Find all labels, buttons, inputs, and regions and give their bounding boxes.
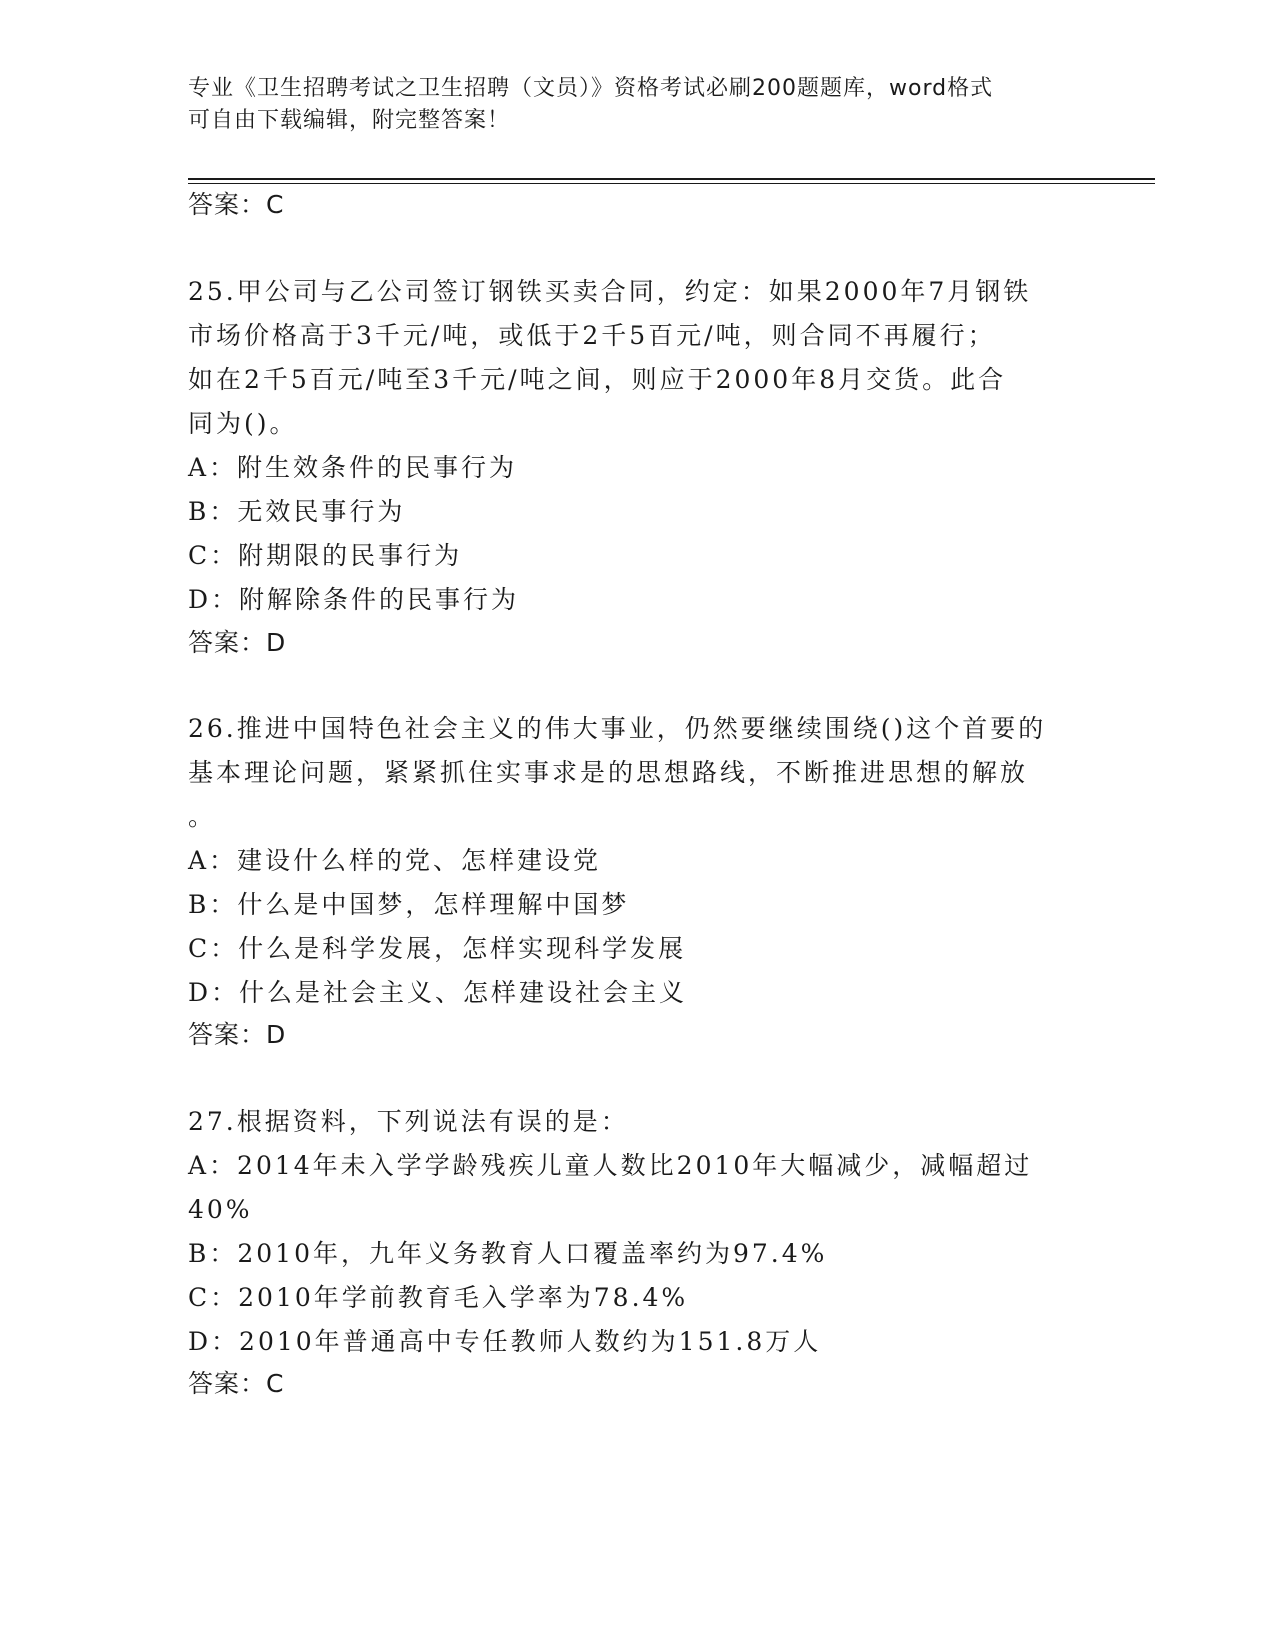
q26-stem-line-3: 。: [188, 802, 217, 831]
q25-stem-line-2: 市场价格高于3千元/吨，或低于2千5百元/吨，则合同不再履行；: [188, 321, 996, 350]
q27-option-c: C：2010年学前教育毛入学率为78.4%: [188, 1283, 689, 1312]
q27-option-d: D：2010年普通高中专任教师人数约为151.8万人: [188, 1327, 822, 1356]
q26-stem-line-2: 基本理论问题，紧紧抓住实事求是的思想路线，不断推进思想的解放: [188, 758, 1029, 787]
header-line-2: 可自由下载编辑，附完整答案！: [188, 108, 511, 133]
q25-option-b: B：无效民事行为: [188, 497, 406, 526]
q25-stem-line-1: 25.甲公司与乙公司签订钢铁买卖合同，约定：如果2000年7月钢铁: [188, 277, 1032, 306]
q26-option-c: C：什么是科学发展，怎样实现科学发展: [188, 934, 687, 963]
q27-option-a-line-2: 40%: [188, 1195, 253, 1224]
q27-stem-line-1: 27.根据资料，下列说法有误的是：: [188, 1107, 629, 1136]
q25-stem-line-3: 如在2千5百元/吨至3千元/吨之间，则应于2000年8月交货。此合: [188, 365, 1007, 394]
q27-option-a-line-1: A：2014年未入学学龄残疾儿童人数比2010年大幅减少，减幅超过: [188, 1151, 1033, 1180]
q25-stem-line-4: 同为()。: [188, 409, 298, 438]
q25-option-d: D：附解除条件的民事行为: [188, 585, 520, 614]
q26-answer: 答案：D: [188, 1020, 287, 1049]
q27-option-b: B：2010年，九年义务教育人口覆盖率约为97.4%: [188, 1239, 828, 1268]
q27-answer: 答案：C: [188, 1369, 285, 1398]
q26-option-d: D：什么是社会主义、怎样建设社会主义: [188, 978, 688, 1007]
answer-previous: 答案：C: [188, 190, 285, 219]
page-header: [188, 73, 1068, 137]
header-rule-thick: [188, 178, 1155, 180]
q25-option-a: A：附生效条件的民事行为: [188, 453, 518, 482]
q26-stem-line-1: 26.推进中国特色社会主义的伟大事业，仍然要继续围绕()这个首要的: [188, 714, 1047, 743]
q26-option-a: A：建设什么样的党、怎样建设党: [188, 846, 602, 875]
q25-answer: 答案：D: [188, 628, 287, 657]
q26-option-b: B：什么是中国梦，怎样理解中国梦: [188, 890, 630, 919]
header-rule-thin: [188, 183, 1155, 184]
header-line-1: 专业《卫生招聘考试之卫生招聘（文员）》资格考试必刷200题题库，word格式: [188, 76, 994, 101]
q25-option-c: C：附期限的民事行为: [188, 541, 463, 570]
